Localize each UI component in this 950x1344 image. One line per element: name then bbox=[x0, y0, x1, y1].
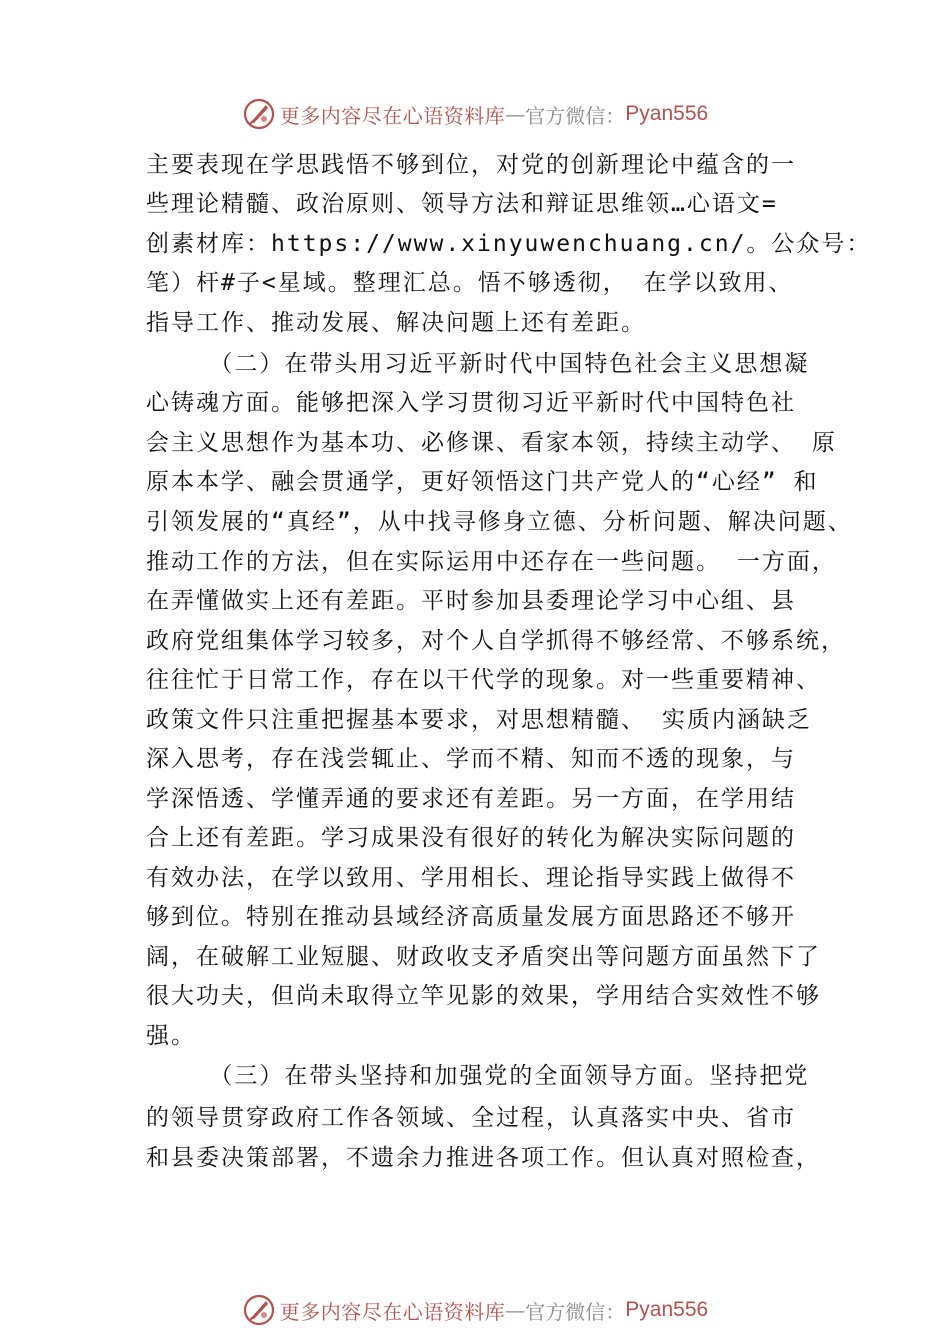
body-line: 政策文件只注重把握基本要求，对思想精髓、 实质内涵缺乏 bbox=[146, 707, 812, 733]
body-line: 心铸魂方面。能够把深入学习贯彻习近平新时代中国特色社 bbox=[146, 390, 796, 416]
banner-wechat-id: Pyan556 bbox=[625, 1298, 709, 1321]
footer-watermark-banner bbox=[0, 1290, 950, 1330]
body-line: 推动工作的方法，但在实际运用中还存在一些问题。 一方面， bbox=[146, 549, 837, 575]
body-line: 创素材库：https://www.xinyuwenchuang.cn/。公众号： bbox=[146, 231, 872, 257]
banner-brand-text: 更多内容尽在心语资料库 bbox=[279, 1299, 506, 1324]
banner-separator: — bbox=[505, 1298, 526, 1322]
body-line: 主要表现在学思践悟不够到位，对党的创新理论中蕴含的一 bbox=[146, 152, 796, 178]
body-line: 笔）杆#子<星域。整理汇总。悟不够透彻， 在学以致用、 bbox=[146, 270, 794, 296]
body-line: 往往忙于日常工作，存在以干代学的现象。对一些重要精神、 bbox=[146, 667, 821, 693]
section-heading-line: （三）在带头坚持和加强党的全面领导方面。坚持把党 bbox=[146, 1063, 810, 1089]
banner-brand-text: 更多内容尽在心语资料库 bbox=[279, 103, 506, 128]
section-heading-line: （二）在带头用习近平新时代中国特色社会主义思想凝 bbox=[146, 351, 810, 377]
body-line: 政府党组集体学习较多，对个人自学抓得不够经常、不够系统， bbox=[146, 628, 846, 654]
quill-logo-icon bbox=[242, 1293, 276, 1327]
body-line: 指导工作、推动发展、解决问题上还有差距。 bbox=[146, 310, 646, 336]
body-line: 学深悟透、学懂弄通的要求还有差距。另一方面，在学用结 bbox=[146, 786, 796, 812]
body-line: 深入思考，存在浅尝辄止、学而不精、知而不透的现象，与 bbox=[146, 746, 796, 772]
body-line: 合上还有差距。学习成果没有很好的转化为解决实际问题的 bbox=[146, 825, 796, 851]
body-line: 够到位。特别在推动县域经济高质量发展方面思路还不够开 bbox=[146, 904, 796, 930]
body-line: 会主义思想作为基本功、必修课、看家本领，持续主动学、 原 bbox=[146, 430, 837, 456]
body-line: 很大功夫，但尚未取得立竿见影的效果，学用结合实效性不够 bbox=[146, 983, 821, 1009]
body-line: 些理论精髓、政治原则、领导方法和辩证思维领…心语文= bbox=[146, 191, 778, 217]
body-line: 和县委决策部署，不遗余力推进各项工作。但认真对照检查， bbox=[146, 1145, 821, 1171]
header-watermark-banner bbox=[0, 94, 950, 134]
body-line: 原本本学、融会贯通学，更好领悟这门共产党人的“心经” 和 bbox=[146, 469, 819, 495]
banner-separator: — bbox=[505, 102, 526, 126]
banner-wechat-id: Pyan556 bbox=[625, 102, 709, 125]
banner-label: 官方微信： bbox=[525, 103, 626, 128]
body-line: 阔，在破解工业短腿、财政收支矛盾突出等问题方面虽然下了 bbox=[146, 944, 821, 970]
body-line: 强。 bbox=[146, 1023, 196, 1049]
body-line: 有效办法，在学以致用、学用相长、理论指导实践上做得不 bbox=[146, 865, 796, 891]
body-line: 引领发展的“真经”，从中找寻修身立德、分析问题、解决问题、 bbox=[146, 509, 853, 535]
body-line: 的领导贯穿政府工作各领域、全过程，认真落实中央、省市 bbox=[146, 1105, 796, 1131]
body-line: 在弄懂做实上还有差距。平时参加县委理论学习中心组、县 bbox=[146, 588, 796, 614]
banner-label: 官方微信： bbox=[525, 1299, 626, 1324]
quill-logo-icon bbox=[242, 97, 276, 131]
